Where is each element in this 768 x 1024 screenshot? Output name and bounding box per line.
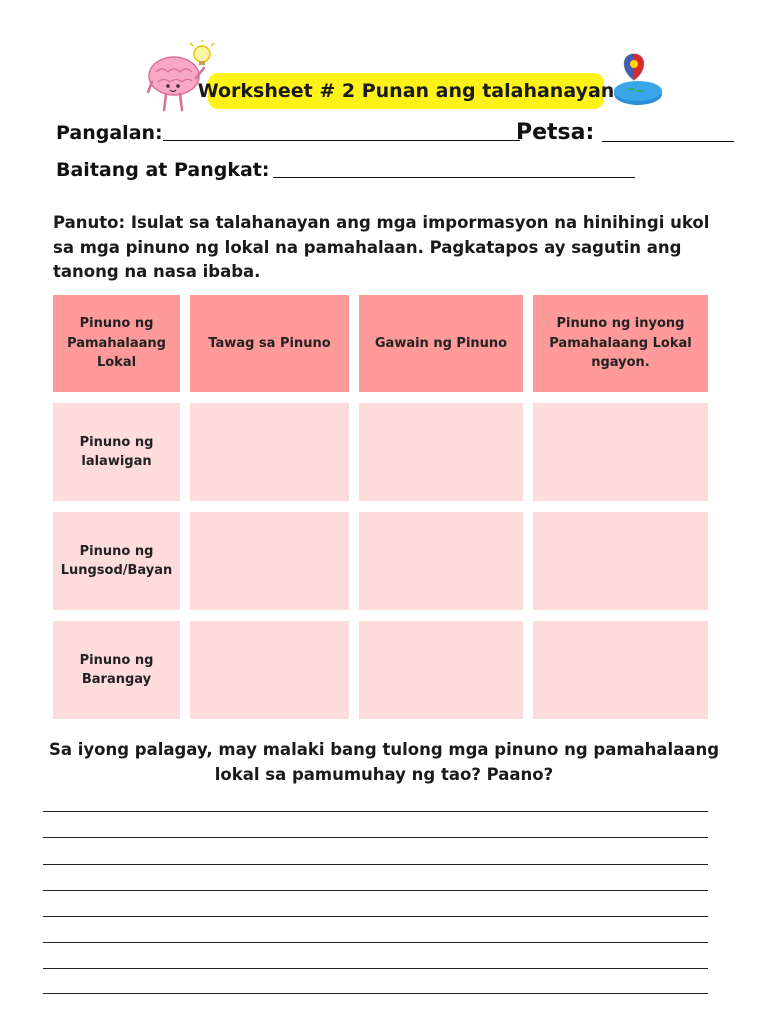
worksheet-title: Worksheet # 2 Punan ang talahanayan (208, 73, 604, 109)
reflection-question: Sa iyong palagay, may malaki bang tulong mga pinuno ng pamahalaang lokal sa pamumuhay ng tao? Paano? (48, 740, 720, 784)
answer-cell[interactable] (190, 512, 349, 610)
philippines-map-pin-icon (608, 50, 664, 108)
date-field[interactable] (516, 120, 734, 145)
answer-cell[interactable] (359, 512, 523, 610)
date-blank[interactable] (602, 141, 734, 142)
column-header: Pinuno ng Pamahalaang Lokal (53, 295, 180, 392)
answer-line[interactable] (43, 993, 708, 994)
row-label: Pinuno ng lalawigan (53, 403, 180, 501)
row-label: Pinuno ng Barangay (53, 621, 180, 719)
answer-line[interactable] (43, 811, 708, 812)
answer-line[interactable] (43, 890, 708, 891)
row-label: Pinuno ng Lungsod/Bayan (53, 512, 180, 610)
name-blank[interactable] (163, 140, 520, 141)
brain-mascot-icon (144, 40, 216, 114)
name-label: Pangalan: (56, 122, 163, 144)
grade-section-label: Baitang at Pangkat: (56, 159, 270, 181)
instructions: Panuto: Isulat sa talahanayan ang mga impormasyon na hinihingi ukol sa mga pinuno ng lokal na pamahalaan. Pagkatapos ay sagutin ang tanong na nasa ibaba. (53, 213, 710, 281)
answer-cell[interactable] (359, 621, 523, 719)
answer-cell[interactable] (533, 621, 708, 719)
name-field[interactable] (56, 122, 520, 144)
grade-section-field[interactable] (56, 159, 635, 181)
answer-cell[interactable] (359, 403, 523, 501)
answer-line[interactable] (43, 837, 708, 838)
answer-line[interactable] (43, 864, 708, 865)
answer-cell[interactable] (533, 512, 708, 610)
grade-section-blank[interactable] (273, 177, 635, 178)
column-header: Tawag sa Pinuno (190, 295, 349, 392)
answer-line[interactable] (43, 968, 708, 969)
answer-cell[interactable] (533, 403, 708, 501)
column-header: Gawain ng Pinuno (359, 295, 523, 392)
date-label: Petsa: (516, 120, 595, 145)
answer-cell[interactable] (190, 621, 349, 719)
answer-line[interactable] (43, 916, 708, 917)
answer-cell[interactable] (190, 403, 349, 501)
column-header: Pinuno ng inyong Pamahalaang Lokal ngayon. (533, 295, 708, 392)
answer-line[interactable] (43, 942, 708, 943)
